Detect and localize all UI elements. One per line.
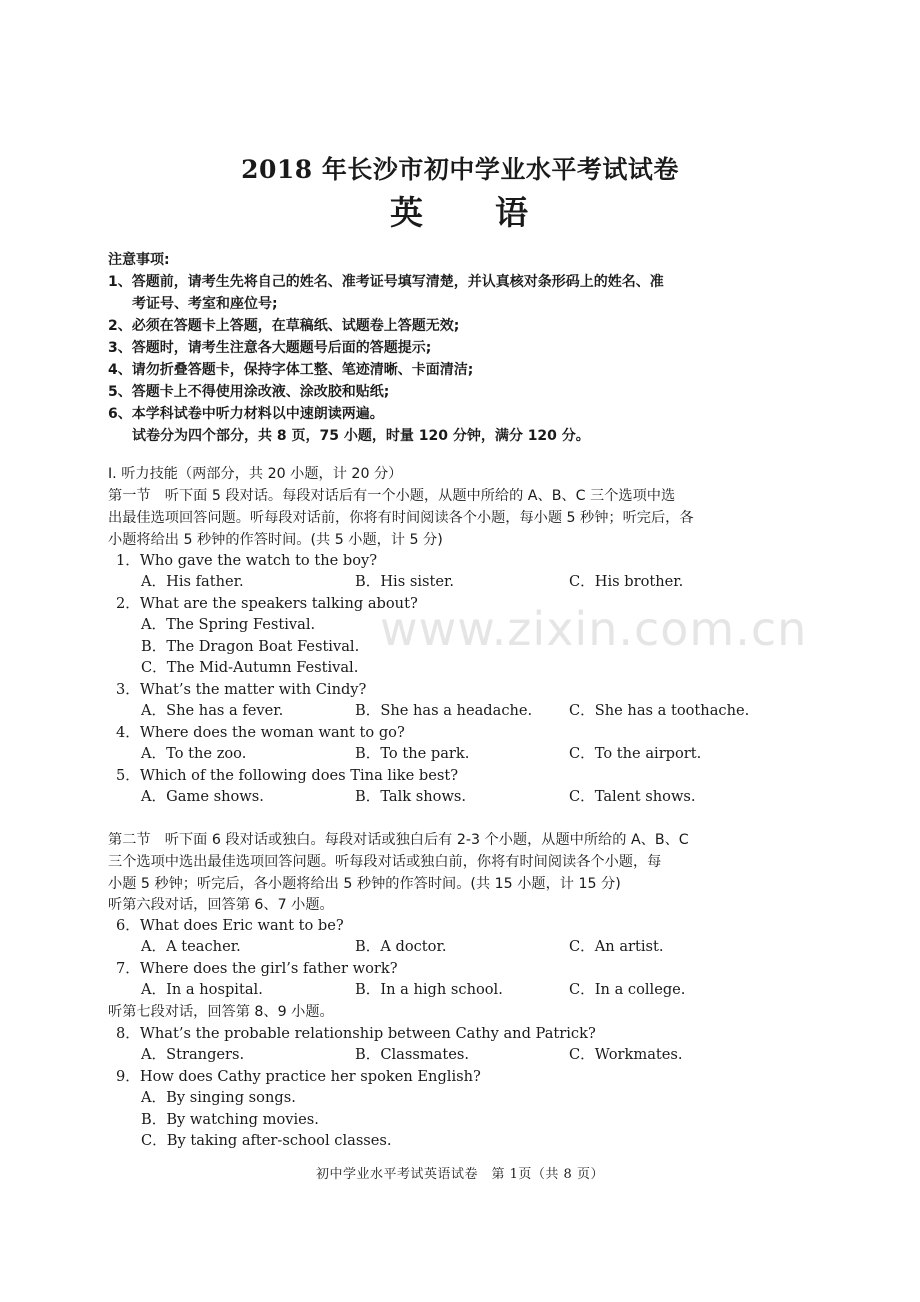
option-c: C．To the airport. bbox=[569, 745, 702, 762]
notice-item: 考证号、考室和座位号; bbox=[132, 296, 278, 312]
option-b: B．His sister. bbox=[355, 573, 454, 590]
option-a: A．His father. bbox=[141, 573, 244, 590]
option-c: C．She has a toothache. bbox=[569, 702, 750, 719]
section1-instructions: 出最佳选项回答问题。听每段对话前，你将有时间阅读各个小题，每小题 5 秒钟；听完后，各 bbox=[108, 510, 694, 526]
question-7: 7．Where does the girl’s father work? bbox=[116, 960, 398, 977]
question-2: 2．What are the speakers talking about? bbox=[116, 595, 418, 612]
option-b: B．The Dragon Boat Festival. bbox=[141, 638, 360, 655]
option-b: B．Talk shows. bbox=[355, 788, 467, 805]
subject-char-1: 英 bbox=[390, 193, 425, 232]
option-a: A．In a hospital. bbox=[141, 981, 263, 998]
notice-item: 2、必须在答题卡上答题，在草稿纸、试题卷上答题无效; bbox=[108, 318, 460, 334]
dialog-7-heading: 听第七段对话，回答第 8、9 小题。 bbox=[108, 1004, 334, 1020]
option-b: B．By watching movies. bbox=[141, 1111, 319, 1128]
option-c: C．By taking after-school classes. bbox=[141, 1132, 392, 1149]
option-c: C．An artist. bbox=[569, 938, 664, 955]
page-footer: 初中学业水平考试英语试卷 第 1页（共 8 页） bbox=[316, 1167, 604, 1182]
option-c: C．Talent shows. bbox=[569, 788, 696, 805]
notice-item: 4、请勿折叠答题卡，保持字体工整、笔迹清晰、卡面清洁; bbox=[108, 362, 474, 378]
option-b: B．In a high school. bbox=[355, 981, 503, 998]
section1-instructions: 第一节 听下面 5 段对话。每段对话后有一个小题，从题中所给的 A、B、C 三个选项中选 bbox=[108, 488, 676, 504]
notice-item: 3、答题时，请考生注意各大题题号后面的答题提示; bbox=[108, 340, 432, 356]
option-a: A．The Spring Festival. bbox=[141, 616, 316, 633]
notice-item: 1、答题前，请考生先将自己的姓名、准考证号填写清楚，并认真核对条形码上的姓名、准 bbox=[108, 274, 664, 290]
subject-char-2: 语 bbox=[495, 193, 530, 232]
section1-instructions: 小题将给出 5 秒钟的作答时间。(共 5 小题，计 5 分) bbox=[108, 532, 443, 548]
option-b: B．A doctor. bbox=[355, 938, 447, 955]
option-c: C．The Mid-Autumn Festival. bbox=[141, 659, 359, 676]
option-a: A．To the zoo. bbox=[141, 745, 247, 762]
option-a: A．She has a fever. bbox=[141, 702, 284, 719]
notice-summary: 试卷分为四个部分，共 8 页，75 小题，时量 120 分钟，满分 120 分。 bbox=[132, 428, 590, 444]
question-9: 9．How does Cathy practice her spoken English? bbox=[116, 1068, 481, 1085]
exam-title: 2018 年长沙市初中学业水平考试试卷 bbox=[241, 155, 679, 184]
notice-heading: 注意事项: bbox=[108, 252, 170, 268]
option-c: C．His brother. bbox=[569, 573, 684, 590]
dialog-6-heading: 听第六段对话，回答第 6、7 小题。 bbox=[108, 897, 334, 913]
notice-item: 6、本学科试卷中听力材料以中速朗读两遍。 bbox=[108, 406, 384, 422]
section2-instructions: 第二节 听下面 6 段对话或独白。每段对话或独白后有 2-3 个小题，从题中所给的 A、B、C bbox=[108, 832, 689, 848]
subject-title bbox=[0, 187, 920, 234]
option-c: C．Workmates. bbox=[569, 1046, 683, 1063]
option-a: A．By singing songs. bbox=[141, 1089, 296, 1106]
question-5: 5．Which of the following does Tina like best? bbox=[116, 767, 459, 784]
section2-instructions: 三个选项中选出最佳选项回答问题。听每段对话或独白前，你将有时间阅读各个小题，每 bbox=[108, 854, 662, 870]
question-8: 8．What’s the probable relationship between Cathy and Patrick? bbox=[116, 1025, 596, 1042]
question-6: 6．What does Eric want to be? bbox=[116, 917, 344, 934]
watermark: www.zixin.com.cn bbox=[380, 602, 808, 656]
option-b: B．To the park. bbox=[355, 745, 470, 762]
part1-heading: I. 听力技能（两部分，共 20 小题，计 20 分） bbox=[108, 466, 403, 482]
section2-instructions: 小题 5 秒钟；听完后，各小题将给出 5 秒钟的作答时间。(共 15 小题，计 15 分) bbox=[108, 876, 621, 892]
option-b: B．She has a headache. bbox=[355, 702, 533, 719]
option-a: A．Game shows. bbox=[141, 788, 264, 805]
option-b: B．Classmates. bbox=[355, 1046, 469, 1063]
notice-item: 5、答题卡上不得使用涂改液、涂改胶和贴纸; bbox=[108, 384, 390, 400]
option-a: A．Strangers. bbox=[141, 1046, 245, 1063]
question-4: 4．Where does the woman want to go? bbox=[116, 724, 405, 741]
option-c: C．In a college. bbox=[569, 981, 686, 998]
question-1: 1．Who gave the watch to the boy? bbox=[116, 552, 378, 569]
option-a: A．A teacher. bbox=[141, 938, 241, 955]
question-3: 3．What’s the matter with Cindy? bbox=[116, 681, 367, 698]
